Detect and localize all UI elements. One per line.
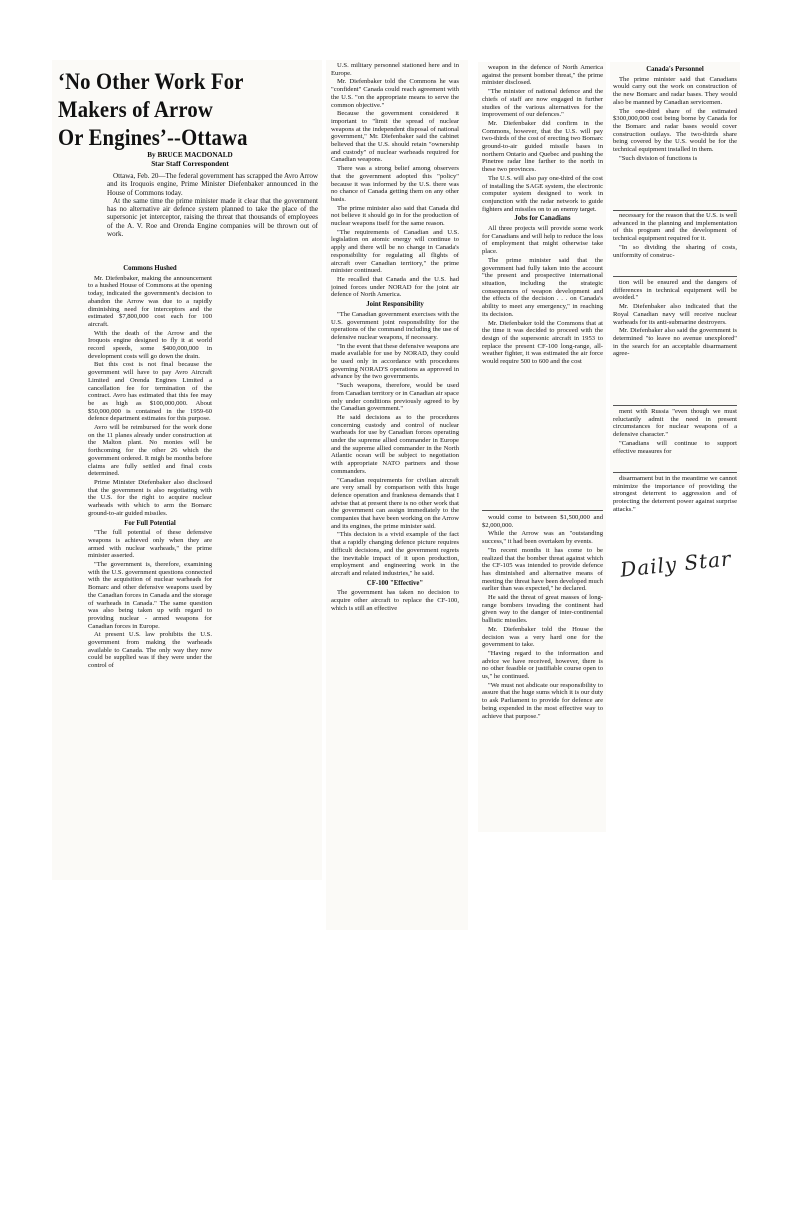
paragraph: But this cost is not final because the government will have to pay Avro Aircraft Limited and Orenda Engines Limited a cancellation fee for termination of the contract. Avro has estimated that this fee may be as high as $100,000,000. About $50,000,000 is contained in the 1959-60 defence department estimates for this purpose. xyxy=(88,361,212,423)
paragraph: Mr. Diefenbaker did confirm in the Commons, however, that the U.S. will pay two-thirds of the cost of erecting two Bomarc ground-to-air guided missile bases in northern Ontario and Quebec and pushing the Pinetree radar line farther to the north in these two provinces. xyxy=(482,119,603,174)
subheading-full-potential: For Full Potential xyxy=(124,519,176,527)
paragraph: Prime Minister Diefenbaker also disclosed that the government is also negotiating with the U.S. for the right to acquire nuclear warheads with which to arm the Bomarc ground-to-air guided missiles. xyxy=(88,478,212,517)
paragraph: While the Arrow was an "outstanding success," it had been overtaken by events. xyxy=(482,530,603,546)
paragraph: necessary for the reason that the U.S. is well advanced in the planning and implementation of this program and the development of technical equipment required for it. xyxy=(613,212,737,243)
paragraph: The U.S. will also pay one-third of the cost of installing the SAGE system, the electronic computer system designed to work in conjunction with the radar network to guide fighters and missiles on to an enemy target. xyxy=(482,174,603,213)
paragraph: "Canadian requirements for civilian aircraft are very small by comparison with this huge defence operation and frankness demands that I advise that at present there is no other work that the government can assign immediately to the companies that have been working on the Arrow and its engines, the prime minister said. xyxy=(331,476,459,530)
column-divider xyxy=(613,210,737,211)
byline-role: Star Staff Correspondent xyxy=(151,160,229,168)
headline xyxy=(58,68,285,152)
paragraph: "In the event that these defensive weapons are made available for use by NORAD, they could be used only in accordance with procedures governing NORAD'S operations as approved in advance by the two governments. xyxy=(331,342,459,381)
subheading-cf100-effective: CF-100 "Effective" xyxy=(366,579,424,587)
article-column-4-part-5 xyxy=(613,475,737,535)
paragraph: "Such division of functions is xyxy=(619,154,698,162)
paragraph: He said the threat of great masses of long-range bombers invading the continent had given way to the danger of inter-continental ballistic missiles. xyxy=(482,594,603,625)
paragraph: "The government is, therefore, examining with the U.S. government questions connected with the acquisition of nuclear warheads for Bomarc and other defensive weapons used by the Canadian forces in Canada and the storage of warheads in Canada." The same question was also being taken up with regard to providing nuclear - armed weapons for Canadian forces in Europe. xyxy=(88,561,212,630)
paragraph: "The requirements of Canadian and U.S. legislation on atomic energy will continue to apply and there will be no change in Canada's responsibility for regulating all flights of aircraft over Canadian territory," the prime minister continued. xyxy=(331,228,459,275)
paragraph: would come to between $1,500,000 and $2,000,000. xyxy=(482,514,603,529)
lede-paragraph: At the same time the prime minister made it clear that the government has no alternative air defence system planned to take the place of the supersonic jet interceptor, raising the threat that thousands of employees of the A. V. Roe and Orenda Engine companies will be thrown out of work. xyxy=(107,196,318,239)
article-column-3-top xyxy=(482,64,603,506)
paragraph: Mr. Diefenbaker told the House the decision was a very hard one for the government to take. xyxy=(482,625,603,649)
subheading-commons-hushed: Commons Hushed xyxy=(123,265,177,272)
paragraph: "We must not abdicate our responsibility to assure that the huge sums which it is our duty to ask Parliament to provide for defence are being expended in the most effective way to achieve that purpose." xyxy=(482,681,603,720)
paragraph: He recalled that Canada and the U.S. had joined forces under NORAD for the joint air defence of North America. xyxy=(331,275,459,299)
article-column-1 xyxy=(88,263,212,873)
paragraph: The government has taken no decision to acquire other aircraft to replace the CF-100, which is still an effective xyxy=(331,589,459,612)
byline xyxy=(110,151,270,169)
paragraph: He said decisions as to the procedures concerning custody and control of nuclear warheads for use by Canadian forces operating under the supreme allied commander in Europe and the supreme allied commander in the North Atlantic ocean will be subject to negotiation with appropriate NATO partners and those commanders. xyxy=(331,413,459,475)
article-column-2 xyxy=(331,62,459,924)
paragraph: There was a strong belief among observers that the government adopted this "policy" because it was informed by the U.S. there was no chance of Canada getting them on any other basis. xyxy=(331,165,459,203)
lede-paragraph: Ottawa, Feb. 20—The federal government has scrapped the Avro Arrow and its Iroquois engine, Prime Minister Diefenbaker announced in the House of Commons today. xyxy=(107,172,318,197)
paragraph: All three projects will provide some work for Canadians and will help to reduce the loss of employment that might otherwise take place. xyxy=(482,225,603,256)
lede xyxy=(107,172,318,238)
paragraph: disarmament but in the meantime we cannot minimize the importance of providing the strongest deterrent to aggression and of protecting the deterrent power against surprise attacks." xyxy=(613,475,737,513)
column-divider xyxy=(613,472,737,473)
paragraph: The prime minister also said that Canada did not believe it should go in for the production of nuclear weapons itself for the same reason. xyxy=(331,204,459,228)
subheading-canadas-personnel: Canada's Personnel xyxy=(646,66,704,73)
headline-line-3: Or Engines’--Ottawa xyxy=(58,125,248,151)
article-column-4-part-1 xyxy=(613,64,737,208)
paragraph: ment with Russia "even though we must reluctantly admit the need in present circumstances for nuclear weapons of a defensive character." xyxy=(613,408,737,439)
paragraph: "Having regard to the information and advice we have received, however, there is no other feasible or justifiable course open to us," he continued. xyxy=(482,649,603,681)
subheading-joint-responsibility: Joint Responsibility xyxy=(366,301,424,309)
paragraph: The prime minister said that Canadians would carry out the work on construction of the new Bomarc and radar bases. They would also be manned by Canadian servicemen. xyxy=(613,75,737,106)
paragraph: "The minister of national defence and the chiefs of staff are now engaged in further studies of the various alternatives for the improvement of our defences." xyxy=(482,88,603,119)
article-column-4-part-3 xyxy=(613,279,737,403)
paragraph: weapon in the defence of North America against the present bomber threat," the prime minister disclosed. xyxy=(482,64,603,87)
article-column-3-bottom xyxy=(482,514,603,828)
paragraph: Because the government considered it important to "limit the spread of nuclear weapons at the independent disposal of national government," Mr. Diefenbaker said the cabinet believed that the U.S. should retain "ownership and custody" of nuclear warheads required for Canadian weapons. xyxy=(331,110,459,164)
paragraph: "In so dividing the sharing of costs, uniformity of construc- xyxy=(613,243,737,259)
handwritten-source-note: Daily Star xyxy=(619,546,733,582)
column-divider xyxy=(613,276,737,277)
paragraph: "Canadians will continue to support effective measures for xyxy=(613,439,737,455)
subheading-jobs-for-canadians: Jobs for Canadians xyxy=(514,215,571,223)
paragraph: "In recent months it has come to be realized that the bomber threat against which the CF-105 was intended to provide defence has diminished and alternative means of meeting the threat have been developed much earlier than was expected," he declared. xyxy=(482,546,603,593)
paragraph: "This decision is a vivid example of the fact that a rapidly changing defence picture requires difficult decisions, and the government regrets the inevitable impact of it upon production, employment and engineering work in the aircraft and related industries," he said. xyxy=(331,531,459,577)
paragraph: Mr. Diefenbaker also indicated that the Royal Canadian navy will receive nuclear warheads for its anti-submarine destroyers. xyxy=(613,303,737,326)
paragraph: Mr. Diefenbaker told the Commons he was "confident" Canada could reach agreement with the U.S. "on the appropriate means to serve the common objective." xyxy=(331,78,459,109)
article-column-4-part-4 xyxy=(613,408,737,470)
headline-line-2: Makers of Arrow xyxy=(58,97,214,123)
column-divider xyxy=(613,405,737,406)
headline-line-1: ‘No Other Work For xyxy=(58,69,244,95)
column-divider xyxy=(482,510,603,511)
paragraph: Mr. Diefenbaker also said the government is determined "to leave no avenue unexplored" in the search for an acceptable disarmament agree- xyxy=(613,327,737,358)
paragraph: At present U.S. law prohibits the U.S. government from making the warheads available to Canada. The only way they now could be supplied was if they were under the control of xyxy=(88,631,212,670)
paragraph: Avro will be reimbursed for the work done on the 11 planes already under construction at the Malton plant. No monies will be forthcoming for the other 26 which the government ordered. It migh be months before claims are fully settled and final costs determined. xyxy=(88,424,212,478)
paragraph: Mr. Diefenbaker, making the announcement to a hushed House of Commons at the opening today, indicated the government's decision to abandon the Arrow was due to a rapidly diminishing need for interceptors and the estimated $7,800,000 cost each for 100 aircraft. xyxy=(88,274,212,328)
paragraph: The one-third share of the estimated $300,000,000 cost being borne by Canada for the Bomarc and radar bases would cover construction outlays. The two-thirds share being covered by the U.S. would be for the technical equipment installed in them. xyxy=(613,107,737,154)
paragraph: "Such weapons, therefore, would be used from Canadian territory or in Canadian air space only under conditions previously agreed to by the Canadian government." xyxy=(331,382,459,413)
paragraph: Mr. Diefenbaker told the Commons that at the time it was decided to proceed with the design of the supersonic aircraft in 1953 to replace the present CF-100 long-range, all-weather fighter, it was estimated the air force would require 500 to 600 and the cost xyxy=(482,319,603,366)
article-column-4-part-2 xyxy=(613,212,737,274)
paragraph: tion will be ensured and the dangers of differences in technical equipment will be avoided." xyxy=(613,279,737,302)
paragraph: U.S. military personnel stationed here and in Europe. xyxy=(331,62,459,77)
paragraph: "The Canadian government exercises with the U.S. government joint responsibility for the operations of the command including the use of defensive nuclear weapons, if necessary. xyxy=(331,310,459,341)
paragraph: With the death of the Arrow and the Iroquois engine designed to fly it at world record speeds, some $400,000,000 in development costs will go down the drain. xyxy=(88,329,212,360)
byline-author: By BRUCE MACDONALD xyxy=(147,151,233,159)
paragraph: "The full potential of these defensive weapons is achieved only when they are armed with nuclear warheads," the prime minister asserted. xyxy=(88,529,212,560)
paragraph: The prime minister said that the government had fully taken into the account "the present and prospective international situation, including the strategic consequences of weapon development and the effects of the decision . . . on Canada's ability to meet any emergency," in reaching its decision. xyxy=(482,256,603,318)
